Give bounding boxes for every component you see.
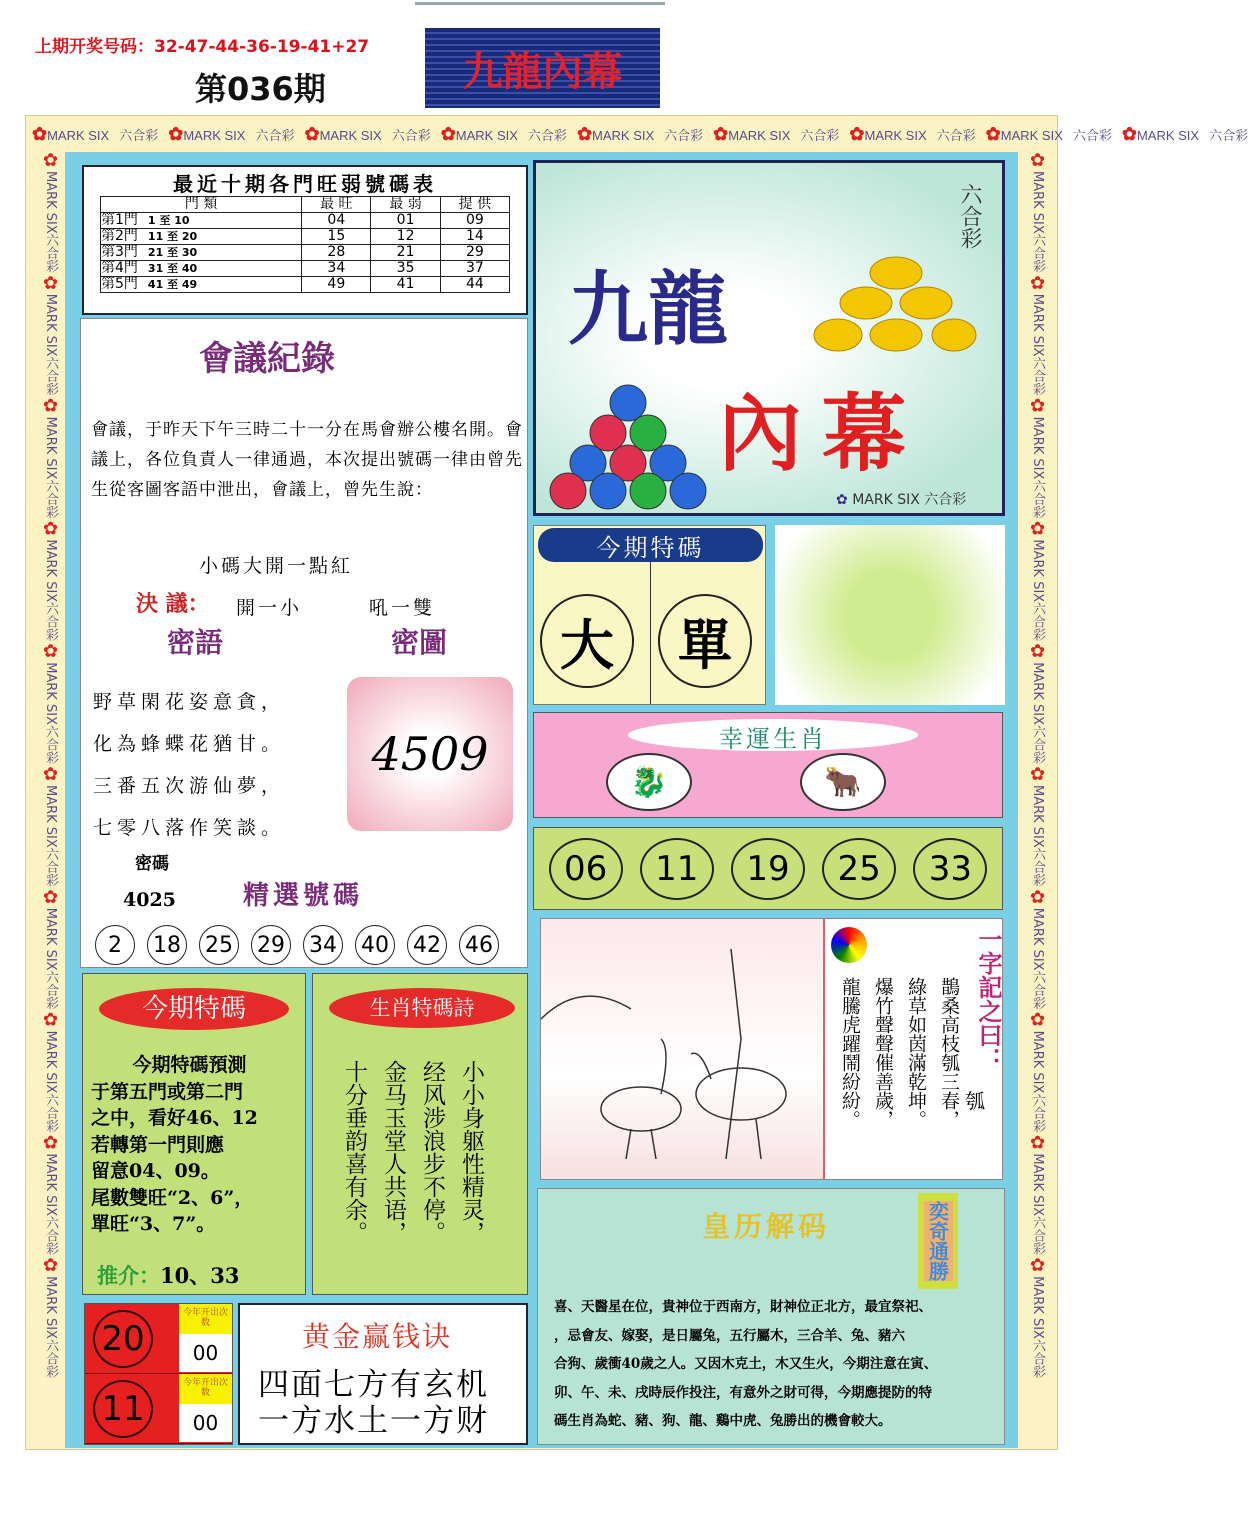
brand-cn: 六合彩 — [43, 602, 58, 642]
geese-illustration — [541, 919, 825, 1179]
secret-image-label: 密圖 — [391, 626, 448, 659]
brand-en: MARK SIX — [43, 662, 58, 725]
poem-column: 十分垂韵喜有余。 — [341, 1060, 367, 1244]
count-value: 00 — [179, 1404, 232, 1442]
featured-number: 11 — [640, 838, 714, 900]
brand-cn: 六合彩 — [1030, 1093, 1045, 1133]
value-cell: 04 — [302, 213, 371, 229]
prediction-line: 留意04、09。 — [91, 1160, 220, 1182]
table-row — [101, 261, 510, 277]
flower-icon: ✿ — [40, 763, 61, 785]
door-name: 第1門 — [101, 212, 138, 228]
almanac-line: 卯、午、未、戌時辰作投注，有意外之財可得，今期應提防的特 — [554, 1384, 932, 1401]
almanac-panel — [537, 1188, 1005, 1445]
brand-cn: 六合彩 — [1209, 128, 1249, 143]
prediction-line: 今期特碼預測 — [132, 1054, 247, 1076]
lucky-panel — [533, 712, 1003, 818]
table-row — [101, 213, 510, 229]
code-value: 4025 — [123, 889, 176, 911]
gold-lines — [258, 1367, 489, 1439]
brand-en: MARK SIX — [43, 171, 58, 234]
flower-icon: ✿ — [40, 1132, 61, 1154]
featured-number: 33 — [913, 838, 987, 900]
special-panel — [533, 525, 766, 705]
flower-logo-icon: ✿ — [836, 492, 848, 508]
slogan: 小碼大開一點紅 — [199, 555, 354, 577]
zodiac-poem-title: 生肖特碼詩 — [329, 988, 515, 1028]
value-cell: 01 — [371, 213, 440, 229]
meeting-title: 會議紀錄 — [199, 339, 335, 379]
brand-en: MARK SIX — [1030, 539, 1045, 603]
top-border-band — [32, 124, 1249, 145]
pick-number: 29 — [251, 925, 291, 965]
brand-en: MARK SIX — [1030, 907, 1045, 971]
brand-en: MARK SIX — [43, 907, 58, 971]
pick-number: 25 — [199, 925, 239, 965]
picks-row — [95, 925, 499, 965]
flower-icon: ✿ — [40, 150, 61, 171]
poem-line: 七零八落作笑談。 — [93, 817, 286, 839]
poem-column: 綠草如茵滿乾坤。 — [905, 977, 927, 1129]
flower-icon: ✿ — [40, 1255, 61, 1277]
left-border-band — [33, 150, 61, 1440]
prediction-line: 之中，看好46、12 — [91, 1107, 258, 1129]
count-value: 00 — [179, 1334, 232, 1372]
gold-panel — [238, 1303, 528, 1445]
brand-en: MARK SIX — [47, 128, 110, 143]
brand-en: MARK SIX — [1000, 128, 1063, 143]
brand-cn: 六合彩 — [43, 1216, 58, 1256]
poem-column: 金马玉堂人共语， — [380, 1060, 406, 1244]
brand-en: MARK SIX — [1030, 293, 1045, 357]
featured-number: 06 — [549, 838, 623, 900]
flower-icon: ✿ — [40, 272, 61, 294]
left-special-panel — [82, 973, 306, 1295]
recommend-label: 推介： — [97, 1263, 160, 1288]
door-range: 11 至 20 — [147, 230, 198, 243]
brand-tag: 六合彩 — [957, 183, 982, 249]
top-line — [415, 2, 665, 5]
brand-cn: 六合彩 — [1030, 847, 1045, 887]
flower-icon: ✿ — [40, 1009, 61, 1031]
flower-icon: ✿ — [985, 124, 1001, 144]
brand-en: MARK SIX — [43, 1153, 58, 1217]
table-row — [101, 277, 510, 293]
almanac-line: 喜、天醫星在位，貴神位于西南方，財神位正北方，最宜祭祀、 — [554, 1299, 932, 1315]
dragon-icon: 🐉 — [606, 753, 692, 811]
brand-en: MARK SIX — [728, 128, 791, 143]
almanac-stamp: 奕奇通勝 — [924, 1201, 953, 1281]
featured-number: 19 — [731, 838, 805, 900]
brand-cn: 六合彩 — [43, 356, 58, 396]
resolution-a: 開一小 — [236, 597, 303, 619]
issue-number: 第036期 — [195, 70, 326, 108]
special-odd: 單 — [658, 594, 752, 688]
brand-en: MARK SIX — [43, 416, 58, 480]
right-border-band — [1020, 150, 1048, 1440]
pick-number: 34 — [303, 925, 343, 965]
col-header: 門 類 — [101, 197, 302, 213]
door-cell — [101, 245, 302, 261]
brand-title-b: 內幕 — [718, 384, 927, 483]
col-header: 最 弱 — [371, 197, 440, 213]
door-name: 第4門 — [101, 260, 138, 276]
flower-icon: ✿ — [1027, 518, 1048, 540]
count-number: 20 — [93, 1310, 153, 1368]
col-header: 最 旺 — [302, 197, 371, 213]
brand-en: MARK SIX — [43, 293, 58, 357]
flower-icon: ✿ — [440, 124, 456, 144]
value-cell: 34 — [302, 261, 371, 277]
brand-cn: 六合彩 — [800, 128, 840, 143]
header-logo: 九龍內幕 — [425, 28, 660, 108]
special-title: 今期特碼 — [538, 528, 763, 562]
brand-en: MARK SIX — [183, 128, 246, 143]
one-word-title: 一字記之曰： — [974, 927, 1003, 1071]
brand-en: MARK SIX — [1030, 662, 1045, 725]
brand-cn: 六合彩 — [119, 128, 159, 143]
table-row — [101, 245, 510, 261]
pick-number: 2 — [95, 925, 135, 965]
poem-column: 鵲桑高枝瓠三春， — [938, 977, 960, 1129]
brand-en: MARK SIX — [455, 128, 518, 143]
flower-icon: ✿ — [168, 124, 184, 144]
flower-icon: ✿ — [576, 124, 593, 144]
brand-cn: 六合彩 — [1030, 602, 1045, 642]
flower-icon: ✿ — [1027, 395, 1048, 417]
brand-cn: 六合彩 — [1030, 1338, 1045, 1378]
brand-cn: 六合彩 — [43, 847, 58, 887]
counts-panel — [84, 1303, 233, 1445]
value-cell: 28 — [302, 245, 371, 261]
picks-title: 精選號碼 — [243, 881, 364, 911]
almanac-stamp-bg — [918, 1193, 958, 1289]
zodiac-poem-text — [339, 1060, 485, 1244]
prediction-line: 單旺“3、7”。 — [91, 1213, 216, 1235]
table-row — [101, 229, 510, 245]
poem-line: 三番五次游仙夢， — [93, 775, 286, 797]
brand-en: MARK SIX — [1030, 1276, 1045, 1339]
door-name: 第5門 — [101, 276, 138, 292]
brand-en: MARK SIX — [1030, 171, 1045, 234]
count-label: 今年开出次数 — [179, 1374, 232, 1404]
one-word-poem — [837, 977, 961, 1129]
brand-title-a: 九龍 — [568, 262, 728, 356]
brand-en: MARK SIX — [1030, 784, 1045, 848]
ox-icon: 🐂 — [800, 753, 886, 811]
door-cell — [101, 229, 302, 245]
zodiac-poem-panel — [312, 973, 528, 1295]
flower-icon: ✿ — [1027, 886, 1048, 908]
handwritten-code: 4509 — [347, 677, 513, 831]
brand-en: MARK SIX — [1030, 1030, 1045, 1094]
brand-cn: 六合彩 — [664, 128, 704, 143]
brand-en: MARK SIX — [43, 1030, 58, 1094]
flower-icon: ✿ — [304, 124, 320, 144]
almanac-title: 皇历解码 — [702, 1210, 831, 1243]
secret-words-label: 密語 — [167, 626, 224, 659]
flower-icon: ✿ — [40, 886, 61, 908]
brand-en: MARK SIX — [43, 784, 58, 848]
count-row — [85, 1374, 232, 1444]
one-word-panel — [540, 918, 1003, 1180]
almanac-line: 合狗、歲衝40歲之人。又因木克土，木又生火，今期注意在寅、 — [554, 1356, 938, 1372]
left-special-text — [91, 1052, 258, 1238]
pick-number: 40 — [355, 925, 395, 965]
value-cell: 14 — [440, 229, 509, 245]
featured-number: 25 — [822, 838, 896, 900]
footer-brand-cn: 六合彩 — [924, 492, 967, 508]
brand-cn: 六合彩 — [1030, 479, 1045, 519]
flower-icon: ✿ — [1027, 1255, 1048, 1277]
meeting-poem — [93, 681, 285, 849]
value-cell: 35 — [371, 261, 440, 277]
count-row — [85, 1304, 232, 1374]
brand-cn: 六合彩 — [1030, 356, 1045, 396]
recommend-value: 10、33 — [160, 1263, 240, 1288]
pick-number: 18 — [147, 925, 187, 965]
brand-en: MARK SIX — [43, 1276, 58, 1339]
value-cell: 21 — [371, 245, 440, 261]
flower-icon: ✿ — [32, 124, 48, 144]
poem-column: 爆竹聲聲催善歲， — [872, 977, 894, 1129]
value-cell: 49 — [302, 277, 371, 293]
almanac-line: ，忌會友、嫁娶，是日屬兔，五行屬木，三合羊、兔、豬六 — [554, 1327, 905, 1344]
previous-draw: 上期开奖号码：32-47-44-36-19-41+27 — [35, 37, 370, 57]
brand-cn: 六合彩 — [1030, 724, 1045, 764]
prediction-line: 尾數雙旺“2、6”， — [91, 1186, 254, 1209]
brand-cn: 六合彩 — [43, 970, 58, 1010]
value-cell: 44 — [440, 277, 509, 293]
brand-cn: 六合彩 — [43, 233, 58, 273]
special-divider — [650, 562, 651, 704]
door-range: 31 至 40 — [147, 262, 198, 275]
brand-cn: 六合彩 — [1072, 128, 1112, 143]
brand-cn: 六合彩 — [391, 128, 431, 143]
flower-icon: ✿ — [40, 641, 61, 663]
left-special-title: 今期特碼 — [99, 988, 289, 1030]
brand-cn: 六合彩 — [527, 128, 567, 143]
brand-panel — [533, 160, 1005, 516]
poem-line: 野草閑花姿意貪， — [93, 691, 286, 713]
brand-en: MARK SIX — [319, 128, 382, 143]
meeting-body: 會議，于昨天下午三時二十一分在馬會辦公樓名開。會議上，各位負責人一律通過，本次提出號碼一律由曾先生從客圖客語中泄出，會議上，曾先生說： — [91, 420, 523, 500]
pick-number: 42 — [407, 925, 447, 965]
brand-cn: 六合彩 — [43, 724, 58, 764]
numbers-panel — [533, 827, 1003, 910]
door-name: 第3門 — [101, 244, 138, 260]
brand-cn: 六合彩 — [1030, 1216, 1045, 1256]
gold-title: 黄金赢钱诀 — [302, 1320, 453, 1353]
resolution-label: 決 議： — [136, 592, 210, 617]
poem-column: 龍騰虎躍鬧紛紛。 — [839, 977, 861, 1129]
door-table — [100, 196, 510, 293]
prediction-line: 若轉第一門則應 — [91, 1133, 225, 1156]
resolution-b: 吼一雙 — [369, 597, 436, 619]
door-cell — [101, 277, 302, 293]
brand-cn: 六合彩 — [1030, 970, 1045, 1010]
count-label: 今年开出次数 — [179, 1304, 232, 1334]
flower-icon: ✿ — [1027, 1132, 1048, 1154]
brand-cn: 六合彩 — [255, 128, 295, 143]
brand-cn: 六合彩 — [1030, 233, 1045, 273]
flower-icon: ✿ — [40, 518, 61, 540]
flower-icon: ✿ — [1027, 641, 1048, 663]
code-label: 密碼 — [135, 854, 169, 874]
gold-line: 四面七方有玄机 — [258, 1367, 489, 1403]
gold-line: 一方水土一方财 — [258, 1403, 489, 1439]
door-cell — [101, 213, 302, 229]
brand-en: MARK SIX — [592, 128, 655, 143]
pick-number: 46 — [459, 925, 499, 965]
flower-icon: ✿ — [1027, 1009, 1048, 1031]
lucky-title: 幸運生肖 — [628, 719, 918, 751]
door-range: 1 至 10 — [147, 214, 190, 227]
door-name: 第2門 — [101, 228, 138, 244]
brand-cn: 六合彩 — [43, 1093, 58, 1133]
col-header: 提 供 — [440, 197, 509, 213]
door-range: 21 至 30 — [147, 246, 198, 259]
special-big: 大 — [540, 594, 634, 688]
meeting-panel — [80, 318, 528, 968]
poem-column: 经风涉浪步不停。 — [419, 1060, 445, 1244]
brand-cn: 六合彩 — [43, 1338, 58, 1378]
green-blur-image — [775, 525, 1005, 705]
value-cell: 15 — [302, 229, 371, 245]
value-cell: 41 — [371, 277, 440, 293]
value-cell: 29 — [440, 245, 509, 261]
value-cell: 12 — [371, 229, 440, 245]
poem-line: 化為蜂蝶花猶甘。 — [93, 733, 286, 755]
door-range: 41 至 49 — [147, 278, 198, 291]
gold-ingots-icon — [816, 253, 976, 363]
flower-icon: ✿ — [40, 395, 61, 417]
poem-column: 小小身躯性精灵， — [458, 1060, 484, 1244]
door-cell — [101, 261, 302, 277]
rainbow-logo-icon — [831, 927, 867, 963]
brand-en: MARK SIX — [864, 128, 927, 143]
lottery-balls-icon — [546, 381, 711, 511]
brand-en: MARK SIX — [1030, 1153, 1045, 1217]
flower-icon: ✿ — [1027, 272, 1048, 294]
flower-icon: ✿ — [1027, 150, 1048, 171]
footer-brand-en: MARK SIX — [852, 492, 920, 508]
brand-en: MARK SIX — [1136, 128, 1200, 143]
brand-en: MARK SIX — [1030, 416, 1045, 480]
value-cell: 09 — [440, 213, 509, 229]
flower-icon: ✿ — [1121, 124, 1137, 144]
brand-en: MARK SIX — [43, 539, 58, 603]
one-word-value: 瓠 — [965, 1089, 985, 1113]
flower-icon: ✿ — [849, 124, 865, 144]
almanac-line: 碼生肖為蛇、豬、狗、龍、鷄中虎、兔勝出的機會較大。 — [554, 1413, 892, 1429]
count-number: 11 — [93, 1380, 153, 1438]
brand-cn: 六合彩 — [43, 479, 58, 519]
value-cell: 37 — [440, 261, 509, 277]
flower-icon: ✿ — [713, 124, 729, 144]
door-table-title: 最近十期各門旺弱號碼表 — [173, 172, 437, 196]
flower-icon: ✿ — [1027, 763, 1048, 785]
almanac-text — [554, 1293, 1000, 1436]
door-table-panel — [82, 165, 528, 315]
prediction-line: 于第五門或第二門 — [91, 1080, 244, 1103]
brand-cn: 六合彩 — [936, 128, 976, 143]
